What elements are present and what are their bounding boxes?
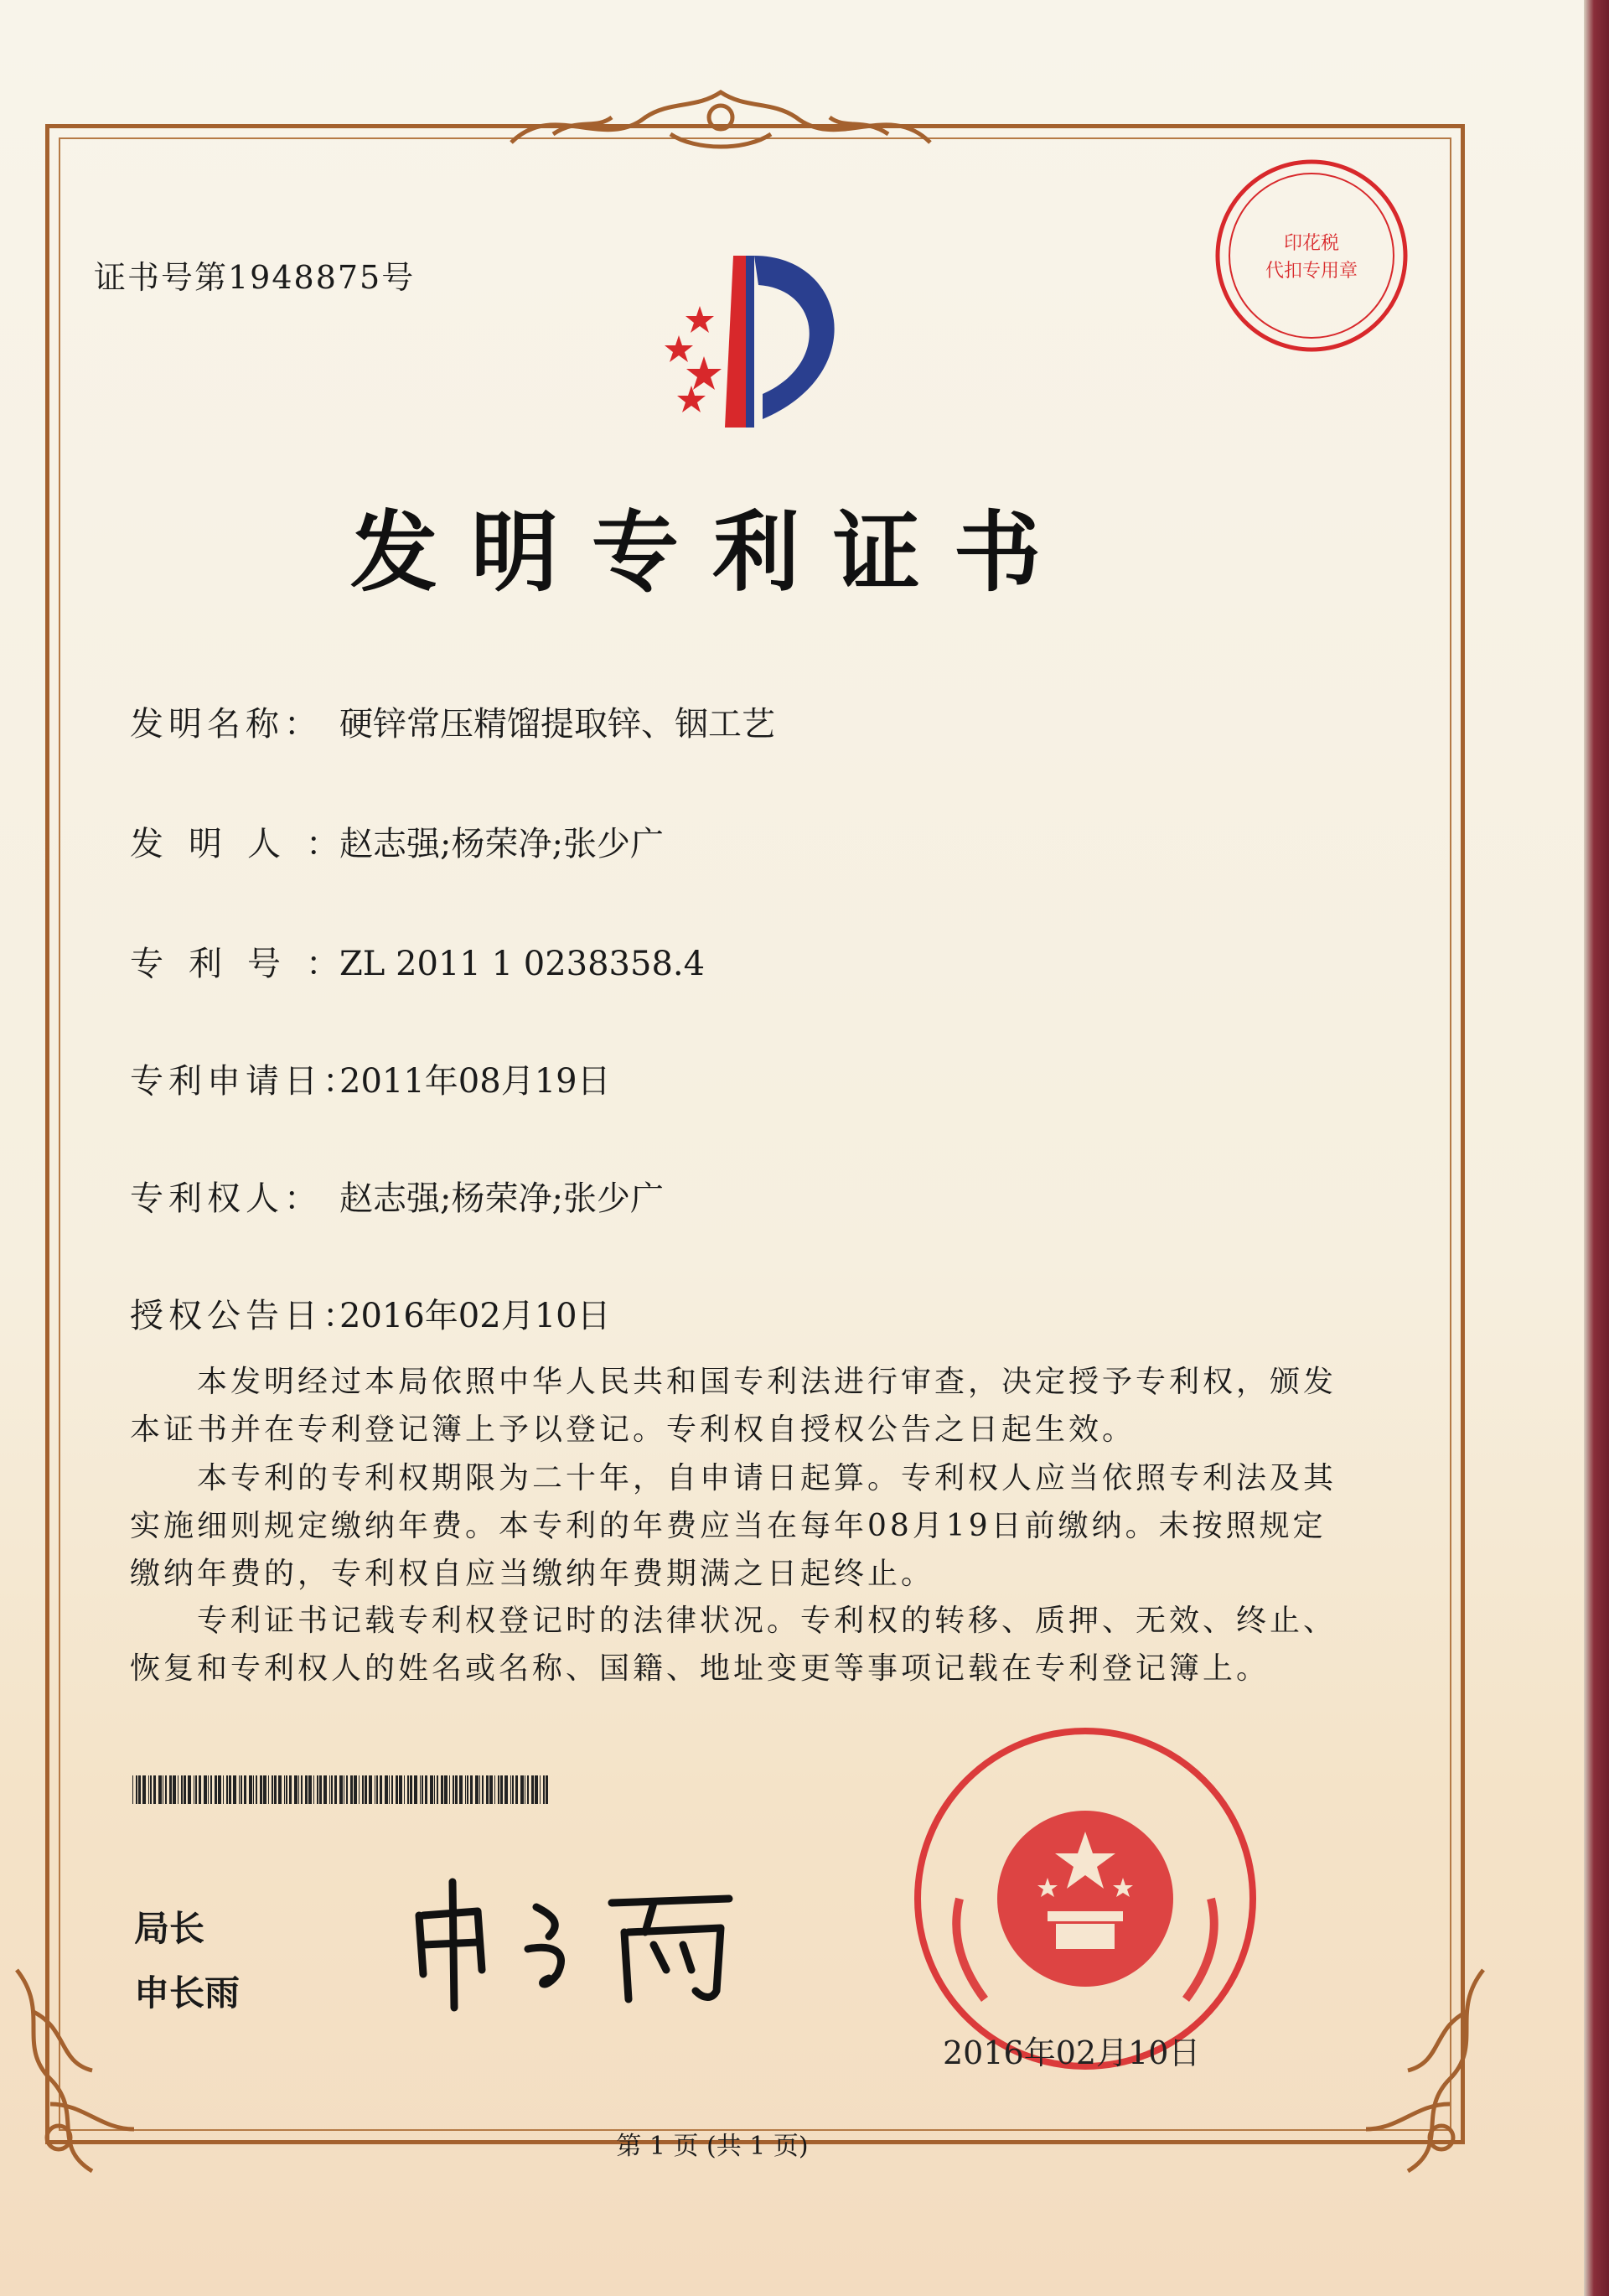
field-application-date <box>130 1055 611 1102</box>
top-ornament <box>503 84 939 159</box>
field-grant-date <box>130 1289 611 1337</box>
field-value: 2011年08月19日 <box>339 1062 611 1101</box>
legal-paragraph: 本专利的专利权期限为二十年，自申请日起算。专利权人应当依照专利法及其实施细则规定缴纳年费。本专利的年费应当在每年08月19日前缴纳。未按照规定缴纳年费的，专利权自应当缴纳年费期满之日起终止。 <box>130 1461 1337 1591</box>
patent-office-logo-icon <box>620 239 897 440</box>
field-patentee <box>130 1172 664 1220</box>
svg-text:代扣专用章: 代扣专用章 <box>1265 261 1358 282</box>
field-value: ZL 2011 1 0238358.4 <box>339 945 706 983</box>
legal-paragraph: 专利证书记载专利权登记时的法律状况。专利权的转移、质押、无效、终止、恢复和专利权人的姓名或名称、国籍、地址变更等事项记载在专利登记簿上。 <box>130 1604 1337 1686</box>
director-title: 局长 <box>134 1908 205 1949</box>
official-seal <box>909 1723 1261 2075</box>
field-label: 专利权人： <box>130 1179 323 1218</box>
svg-text:印花税: 印花税 <box>1283 233 1340 254</box>
seal-date: 2016年02月10日 <box>943 2034 1201 2071</box>
field-label: 发明人： <box>130 825 365 863</box>
director-name: 申长雨 <box>134 1972 241 2014</box>
field-label: 专利申请日： <box>130 1062 361 1101</box>
legal-paragraph: 本发明经过本局依照中华人民共和国专利法进行审查，决定授予专利权，颁发本证书并在专利登记簿上予以登记。专利权自授权公告之日起生效。 <box>130 1365 1337 1447</box>
field-value: 赵志强;杨荣净;张少广 <box>339 825 664 863</box>
field-value: 2016年02月10日 <box>339 1297 611 1335</box>
barcode <box>132 1775 551 1804</box>
field-patent-number <box>130 937 705 985</box>
field-inventors <box>130 817 664 865</box>
field-label: 专利号： <box>130 945 365 983</box>
binder-edge <box>1584 0 1609 2296</box>
field-value: 硬锌常压精馏提取锌、铟工艺 <box>339 705 775 744</box>
certificate-number: 证书号第1948875号 <box>94 259 416 296</box>
certificate-title: 发明专利证书 <box>349 501 1074 604</box>
field-label: 发明名称： <box>130 705 323 744</box>
field-invention-name <box>130 697 775 745</box>
page-indicator: 第 1 页 (共 1 页) <box>616 2132 809 2161</box>
field-label: 授权公告日： <box>130 1297 361 1335</box>
field-value: 赵志强;杨荣净;张少广 <box>339 1179 664 1218</box>
tax-stamp-seal <box>1211 155 1412 356</box>
director-signature <box>402 1865 754 2016</box>
